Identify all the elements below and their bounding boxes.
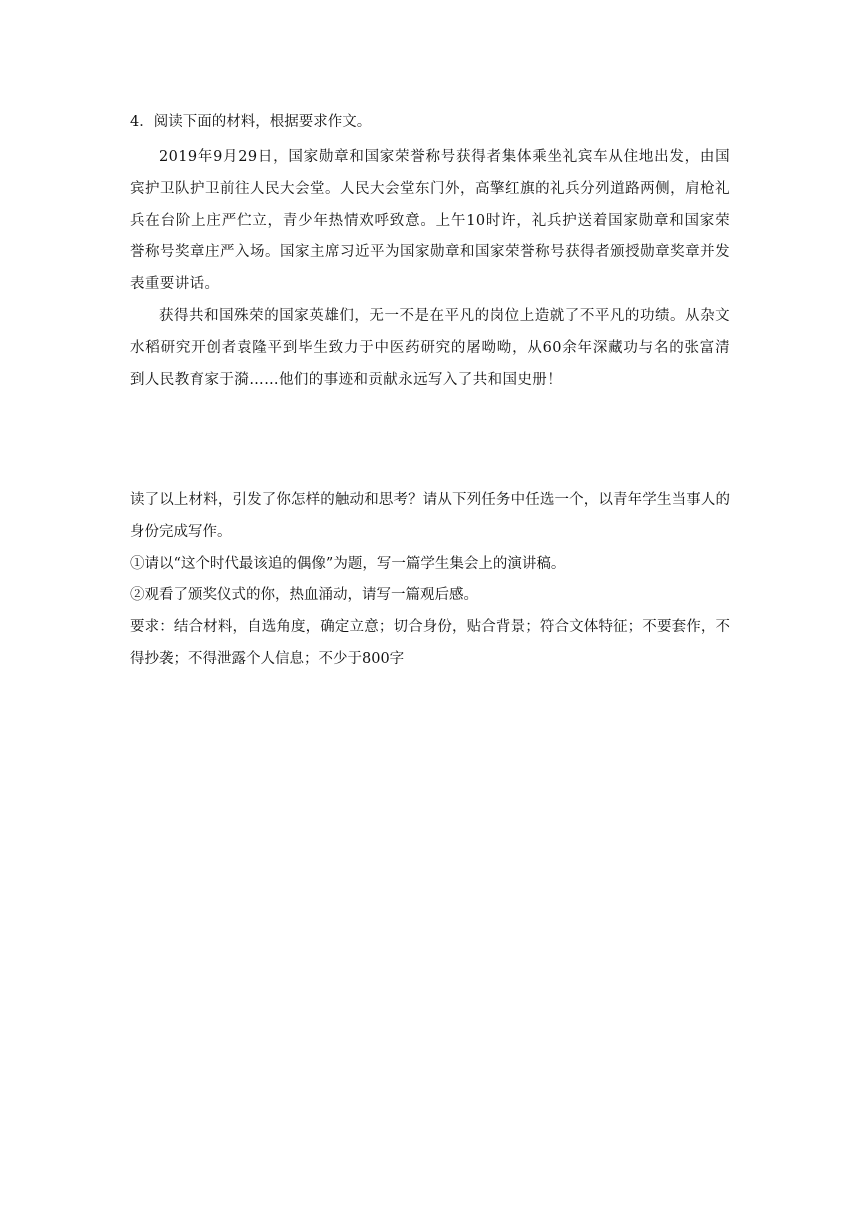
question-title: 4．阅读下面的材料，根据要求作文。 — [130, 114, 372, 130]
task-option-2: ②观看了颁奖仪式的你，热血涌动，请写一篇观后感。 — [130, 587, 478, 604]
requirements-text: 要求：结合材料，自选角度，确定立意；切合身份，贴合背景；符合文体特征；不要套作，不得抄袭；不得泄露个人信息；不少于800字 — [130, 619, 730, 667]
material-paragraph-1: 2019年9月29日，国家勋章和国家荣誉称号获得者集体乘坐礼宾车从住地出发，由国宾护卫队护卫前往人民大会堂。人民大会堂东门外，高擎红旗的礼兵分列道路两侧，肩枪礼兵在台阶上庄严伫立，青少年热情欢呼致意。上午10时许，礼兵护送着国家勋章和国家荣誉称号奖章庄严入场。国家主席习近平为国家勋章和国家荣誉称号获得者颁授勋章奖章并发表重要讲话。 — [130, 149, 730, 293]
material-section — [130, 142, 730, 396]
material-paragraph-2: 获得共和国殊荣的国家英雄们，无一不是在平凡的岗位上造就了不平凡的功绩。从杂文水稻研究开创者袁隆平到毕生致力于中医药研究的屠呦呦，从60余年深藏功与名的张富清到人民教育家于漪……他们的事迹和贡献永远写入了共和国史册！ — [130, 307, 730, 388]
task-option-1: ①请以“这个时代最该追的偶像”为题，写一篇学生集会上的演讲稿。 — [130, 555, 566, 572]
task-prompt: 读了以上材料，引发了你怎样的触动和思考？请从下列任务中任选一个，以青年学生当事人的身份完成写作。 — [130, 492, 730, 540]
task-section — [130, 485, 730, 676]
